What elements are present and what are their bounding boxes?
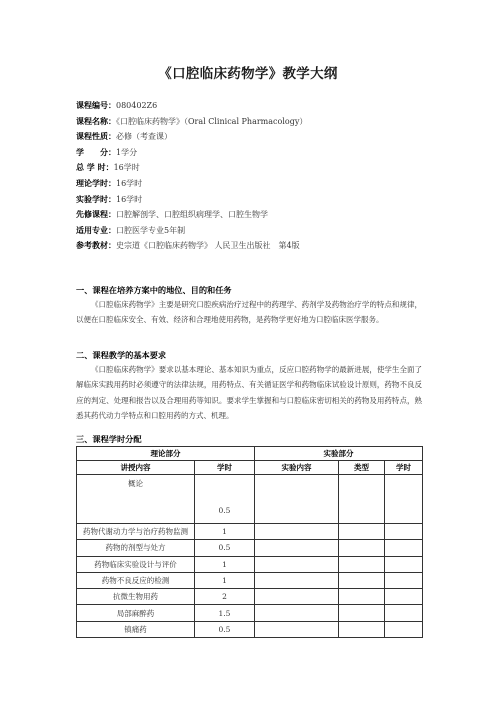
info-sep: ： (108, 146, 116, 157)
row-content: 药物不良反应的检测 (77, 572, 195, 588)
info-row (76, 114, 307, 130)
info-sep: ： (108, 209, 116, 220)
table-row (77, 540, 423, 556)
row-lab-content (255, 540, 339, 556)
row-type (339, 621, 385, 637)
info-row (76, 223, 307, 239)
table-row (77, 475, 423, 524)
info-sep: ： (108, 100, 116, 110)
info-label: 课程名称 (76, 115, 108, 126)
row-content: 药物代谢动力学与治疗药物监测 (77, 524, 195, 540)
table-row (77, 621, 423, 637)
row-lab-content (255, 605, 339, 621)
col-content-header: 讲授内容 (77, 461, 195, 475)
info-label: 先修课程 (76, 209, 108, 220)
info-value: 16学时 (116, 178, 143, 188)
row-lab-content (255, 475, 339, 524)
row-type (339, 572, 385, 588)
info-value: 口腔解剖学、口腔组织病理学、口腔生物学 (116, 210, 268, 220)
col-lab-hours-header: 学时 (385, 461, 423, 475)
table-row (77, 556, 423, 572)
info-value: 16学时 (116, 194, 143, 204)
info-row (76, 238, 307, 254)
row-type (339, 540, 385, 556)
row-lab-hours (385, 572, 423, 588)
info-value: 口腔医学专业5年制 (116, 225, 186, 235)
col-hours-header: 学时 (195, 461, 255, 475)
row-lab-hours (385, 605, 423, 621)
row-hours: 0.5 (195, 540, 255, 556)
info-value: 1学分 (116, 147, 138, 157)
info-value: 史宗道《口腔临床药物学》 人民卫生出版社 第4版 (116, 241, 300, 251)
info-label: 理论学时 (76, 177, 108, 188)
row-hours: 1.5 (195, 605, 255, 621)
info-row (76, 129, 307, 145)
row-hours: 1 (195, 572, 255, 588)
row-hours: 0.5 (195, 475, 255, 524)
section-heading-2: 二、课程教学的基本要求 (76, 350, 167, 360)
col-lab-content-header: 实验内容 (255, 461, 339, 475)
row-lab-content (255, 572, 339, 588)
table-row (77, 524, 423, 540)
row-content: 镇痛药 (77, 621, 195, 637)
table-row (77, 605, 423, 621)
group-header-row (77, 447, 423, 461)
row-hours: 1 (195, 556, 255, 572)
info-sep: ： (108, 193, 116, 204)
info-sep: ： (108, 224, 116, 235)
info-sep: ： (108, 131, 116, 142)
row-lab-hours (385, 475, 423, 524)
row-type (339, 556, 385, 572)
info-label: 学 分 (76, 146, 108, 157)
row-type (339, 475, 385, 524)
row-content: 抗微生物用药 (77, 589, 195, 605)
row-content: 药物临床实验设计与评价 (77, 556, 195, 572)
row-lab-hours (385, 524, 423, 540)
course-info (76, 98, 307, 254)
col-type-header: 类型 (339, 461, 385, 475)
section-heading-3: 三、课程学时分配 (76, 434, 142, 444)
row-lab-hours (385, 589, 423, 605)
section-text-1: 《口腔临床药物学》主要是研究口腔疾病治疗过程中的药理学、药剂学及药物治疗学的特点和规律，以便在口腔临床安全、有效、经济和合理地使用药物，是药物学更好地为口腔临床医学服务。 (76, 300, 422, 325)
row-lab-hours (385, 621, 423, 637)
table-row (77, 572, 423, 588)
info-label: 总 学 时 (76, 162, 106, 173)
info-value: 《口腔临床药物学》（Oral Clinical Pharmacology） (116, 116, 308, 126)
row-content: 概论 (77, 475, 195, 524)
lab-group-header: 实验部分 (255, 447, 423, 461)
info-value: 必修（考查课） (116, 132, 172, 142)
row-lab-content (255, 556, 339, 572)
info-label: 课程性质 (76, 131, 108, 142)
info-label: 实验学时 (76, 193, 108, 204)
row-content: 药物的剂型与处方 (77, 540, 195, 556)
info-row (76, 192, 307, 208)
info-sep: ： (108, 115, 116, 126)
schedule-table (76, 446, 423, 638)
info-row (76, 207, 307, 223)
section-text-2: 《口腔临床药物学》要求以基本理论、基本知识为重点，反应口腔药物学的最新进展，使学生全面了解临床实践用药时必须遵守的法律法规，用药特点、有关循证医学和药物临床试验设计原则，药物不良反应的判定、处理和报告以及合理用药等知识。要求学生掌握和与口腔临床密切相关的药物及用药特点，熟悉其药代动力学特点和口腔用药的方式、机理。 (76, 365, 422, 421)
info-row (76, 98, 307, 114)
info-row (76, 145, 307, 161)
info-sep: ： (105, 162, 114, 173)
section-heading-1: 一、课程在培养方案中的地位、目的和任务 (76, 285, 232, 295)
row-hours: 2 (195, 589, 255, 605)
row-lab-hours (385, 540, 423, 556)
document-title: 《口腔临床药物学》教学大纲 (158, 66, 338, 82)
row-lab-hours (385, 556, 423, 572)
row-type (339, 589, 385, 605)
info-sep: ： (108, 240, 116, 251)
info-row (76, 160, 307, 176)
info-value: 16学时 (113, 163, 140, 173)
info-value: 080402Z6 (116, 101, 158, 110)
info-row (76, 176, 307, 192)
info-sep: ： (108, 177, 116, 188)
table-row (77, 589, 423, 605)
row-content: 局部麻醉药 (77, 605, 195, 621)
row-type (339, 524, 385, 540)
theory-group-header: 理论部分 (77, 447, 255, 461)
row-type (339, 605, 385, 621)
info-label: 适用专业 (76, 224, 108, 235)
row-lab-content (255, 589, 339, 605)
info-label: 课程编号 (76, 100, 108, 110)
row-lab-content (255, 524, 339, 540)
row-hours: 0.5 (195, 621, 255, 637)
row-hours: 1 (195, 524, 255, 540)
row-lab-content (255, 621, 339, 637)
column-header-row (77, 461, 423, 475)
info-label: 参考教材 (76, 240, 108, 251)
